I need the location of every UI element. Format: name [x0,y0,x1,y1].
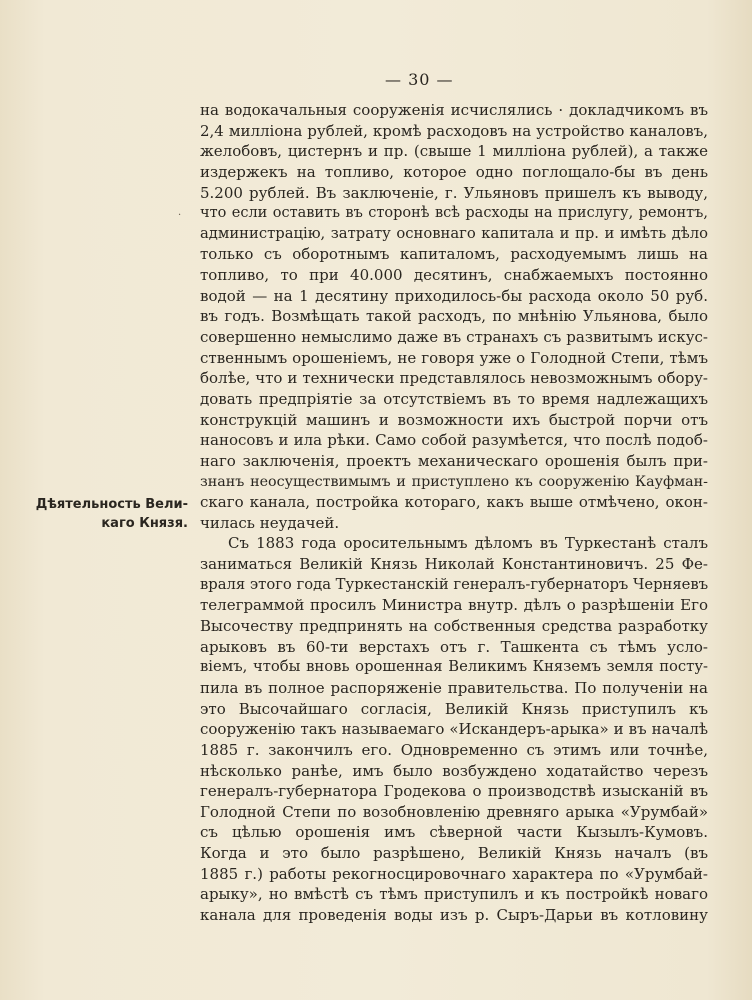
body-text [200,100,708,926]
text-line: пила въ полное распоряженіе правительства. По полученіи на [200,678,708,697]
margin-heading [28,495,188,533]
text-line: сооруженію такъ называемаго «Искандеръ-арыка» и въ началѣ [200,720,708,739]
text-line: нѣсколько ранѣе, имъ было возбуждено ходатайство черезъ [200,761,708,780]
text-line: ственнымъ орошеніемъ, не говоря уже о Голодной Степи, тѣмъ [200,348,708,367]
text-line: телеграммой просилъ Министра внутр. дѣлъ о разрѣшеніи Его [200,596,708,615]
text-line: 1885 г.) работы рекогносцировочнаго характера по «Урумбай- [200,864,708,883]
margin-heading-line-1: Дѣятельность Вели- [35,497,188,512]
text-line: болѣе, что и технически представлялось невозможнымъ обору- [200,369,708,388]
margin-mark: · [178,210,182,221]
text-line: заниматься Великій Князь Николай Константиновичъ. 25 Фе- [200,555,708,574]
text-line: арыку», но вмѣстѣ съ тѣмъ приступилъ и къ постройкѣ новаго [200,885,708,904]
text-line: топливо, то при 40.000 десятинъ, снабжаемыхъ постоянно [200,266,708,285]
paragraph-2 [200,533,708,925]
text-line: Голодной Степи по возобновленію древняго арыка «Урумбай» [200,802,708,821]
text-line: 5.200 рублей. Въ заключеніе, г. Ульяновъ пришелъ къ выводу, [200,183,708,202]
text-line: Съ 1883 года оросительнымъ дѣломъ въ Туркестанѣ сталъ [228,534,708,553]
text-line: Когда и это было разрѣшено, Великій Князь началъ (въ [200,844,708,863]
text-line: конструкцій машинъ и возможности ихъ быстрой порчи отъ [200,410,708,429]
text-line: администрацію, затрату основнаго капитала и пр. и имѣть дѣло [200,224,708,242]
text-line: враля этого года Туркестанскій генералъ-губернаторъ Черняевъ [200,575,708,593]
paragraph-1 [200,100,708,533]
text-line: Высочеству предпринять на собственныя средства разработку [200,617,708,636]
text-line: канала для проведенія воды изъ р. Сыръ-Дарьи въ котловину [200,905,708,924]
page-number: — 30 — [385,70,454,89]
text-line: 1885 г. закончилъ его. Одновременно съ этимъ или точнѣе, [200,740,708,759]
text-line: наносовъ и ила рѣки. Само собой разумѣется, что послѣ подоб- [200,431,708,450]
text-line: генералъ-губернатора Гродекова о производствѣ изысканій въ [200,782,708,801]
text-line: съ цѣлью орошенія имъ сѣверной части Кызылъ-Кумовъ. [200,823,708,842]
text-line: наго заключенія, проектъ механическаго орошенія былъ при- [200,451,708,470]
text-line: арыковъ въ 60-ти верстахъ отъ г. Ташкента съ тѣмъ усло- [200,637,708,656]
text-line: это Высочайшаго согласія, Великій Князь приступилъ къ [200,699,708,718]
text-line: совершенно немыслимо даже въ странахъ съ развитымъ искус- [200,328,708,347]
text-line: віемъ, чтобы вновь орошенная Великимъ Княземъ земля посту- [200,658,708,676]
text-line: въ годъ. Возмѣщать такой расходъ, по мнѣнію Ульянова, было [200,307,708,326]
text-line: скаго канала, постройка котораго, какъ выше отмѣчено, окон- [200,493,708,512]
text-line: довать предпріятіе за отсутствіемъ въ то время надлежащихъ [200,389,708,408]
text-line: желобовъ, цистернъ и пр. (свыше 1 милліона рублей), а также [200,142,708,161]
text-line: на водокачальныя сооруженія исчислялись · докладчикомъ въ [200,101,708,119]
margin-heading-line-2: каго Князя. [101,516,188,531]
text-line: что если оставить въ сторонѣ всѣ расходы на прислугу, ремонтъ, [200,205,708,222]
text-line: издержекъ на топливо, которое одно поглощало-бы въ день [200,162,708,181]
text-line: знанъ неосуществимымъ и приступлено къ сооруженію Кауфман- [200,473,708,490]
text-line: водой — на 1 десятину приходилось-бы расхода около 50 руб. [200,286,708,305]
text-line: только съ оборотнымъ капиталомъ, расходуемымъ лишь на [200,245,708,264]
text-line: 2,4 милліона рублей, кромѣ расходовъ на устройство каналовъ, [200,121,708,140]
text-line: чилась неудачей. [200,513,340,532]
